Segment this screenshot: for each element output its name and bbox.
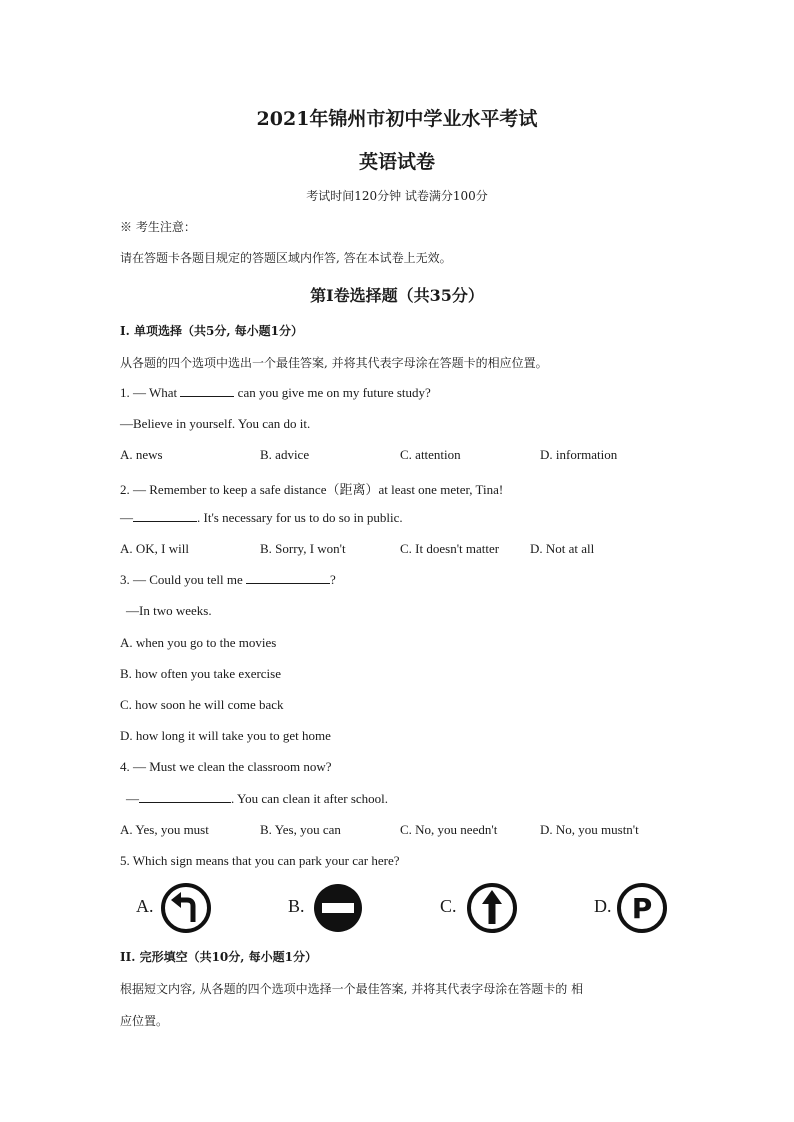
q3-stem — [120, 572, 336, 588]
q4-reply — [126, 791, 388, 807]
q3-stem-post: ? — [330, 572, 336, 587]
q2-option-a: A. OK, I will — [120, 541, 189, 556]
q2-stem: 2. — Remember to keep a safe distance（距离）at least one meter, Tina! — [120, 482, 504, 497]
q3-option-a: A. when you go to the movies — [120, 635, 277, 650]
q3-option-b: B. how often you take exercise — [120, 666, 282, 681]
q2-option-c: C. It doesn't matter — [400, 541, 500, 556]
section1-instruction: 从各题的四个选项中选出一个最佳答案, 并将其代表字母涂在答题卡的相应位置。 — [120, 356, 548, 370]
exam-subtitle: 英语试卷 — [358, 151, 435, 173]
q4-option-c: C. No, you needn't — [400, 822, 498, 837]
q1-reply: —Believe in yourself. You can do it. — [120, 416, 311, 431]
exam-title: 2021年锦州市初中学业水平考试 — [256, 108, 538, 130]
section2-heading: II. 完形填空（共10分, 每小题1分） — [120, 950, 317, 964]
q3-option-d: D. how long it will take you to get home — [120, 728, 331, 743]
q1-blank — [180, 385, 234, 397]
q5-option-a-letter: A. — [136, 896, 154, 916]
q1-option-c: C. attention — [400, 447, 461, 462]
q3-stem-pre: 3. — Could you tell me — [120, 572, 243, 587]
q1-stem-post: can you give me on my future study? — [237, 385, 431, 400]
q4-option-a: A. Yes, you must — [120, 822, 209, 837]
q3-reply: —In two weeks. — [126, 603, 212, 618]
q4-reply-pre: — — [126, 791, 139, 806]
q1-option-b: B. advice — [260, 447, 310, 462]
up-arrow-icon — [466, 882, 518, 934]
q4-stem: 4. — Must we clean the classroom now? — [120, 759, 332, 774]
q2-reply — [120, 510, 403, 526]
section2-instruction-line2: 应位置。 — [120, 1014, 169, 1028]
exam-info: 考试时间120分钟 试卷满分100分 — [306, 189, 488, 203]
section2-instruction-line1: 根据短文内容, 从各题的四个选项中选择一个最佳答案, 并将其代表字母涂在答题卡的 相 — [120, 982, 584, 996]
q1-stem-pre: 1. — What — [120, 385, 178, 400]
q3-blank — [246, 572, 330, 584]
notice-text: 请在答题卡各题目规定的答题区域内作答, 答在本试卷上无效。 — [120, 251, 452, 265]
part1-title: 第Ⅰ卷选择题（共35分） — [310, 286, 484, 305]
q4-option-d: D. No, you mustn't — [540, 822, 639, 837]
section1-heading: I. 单项选择（共5分, 每小题1分） — [120, 324, 304, 338]
notice-label: ※ 考生注意： — [120, 220, 196, 234]
q4-reply-post: . You can clean it after school. — [231, 791, 389, 806]
q2-option-b: B. Sorry, I won't — [260, 541, 346, 556]
q4-option-b: B. Yes, you can — [260, 822, 341, 837]
q2-reply-post: . It's necessary for us to do so in public. — [197, 510, 403, 525]
q5-option-b-letter: B. — [288, 896, 305, 916]
q3-option-c: C. how soon he will come back — [120, 697, 284, 712]
q5-stem: 5. Which sign means that you can park your car here? — [120, 853, 400, 868]
parking-icon — [616, 882, 668, 934]
q1-option-d: D. information — [540, 447, 618, 462]
turn-left-arrow-icon — [160, 882, 212, 934]
q2-option-d: D. Not at all — [530, 541, 595, 556]
q2-blank — [133, 510, 197, 522]
parking-icon-letter: P — [631, 892, 653, 925]
q5-option-c-letter: C. — [440, 896, 457, 916]
q1-stem — [120, 385, 431, 401]
q2-reply-pre: — — [120, 510, 133, 525]
q1-option-a: A. news — [120, 447, 163, 462]
q4-blank — [139, 791, 231, 803]
no-entry-icon — [312, 882, 364, 934]
q5-option-d-letter: D. — [594, 896, 612, 916]
